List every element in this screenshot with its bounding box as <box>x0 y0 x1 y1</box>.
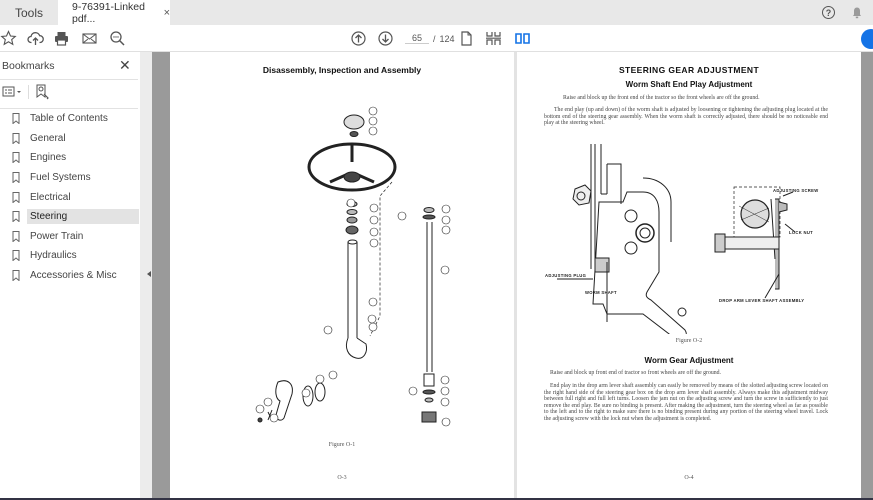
help-icon[interactable]: ? <box>822 6 835 19</box>
bookmark-label: Table of Contents <box>30 113 108 125</box>
bookmark-fuel-systems[interactable] <box>0 168 140 188</box>
paragraph-2: The end play (up and down) of the worm shaft is adjusted by loosening or tightening the adjusting plug located at the bottom end of the steering gear assembly. When the worm shaft is correctly adjusted, there should be no noticeable end play at the steering wheel. <box>544 107 828 127</box>
share-fab-button[interactable] <box>861 29 873 49</box>
bookmark-icon <box>12 152 20 163</box>
tab-tools[interactable]: Tools <box>14 5 43 20</box>
close-panel-icon[interactable]: ✕ <box>119 57 131 73</box>
exploded-steering-diagram <box>170 92 514 432</box>
bookmark-general[interactable] <box>0 129 140 149</box>
zoom-search-icon[interactable] <box>109 30 126 47</box>
tab-document-label: 9-76391-Linked pdf... <box>72 0 145 25</box>
total-pages: 124 <box>439 33 455 44</box>
divider <box>0 79 138 80</box>
tab-bar <box>0 0 873 25</box>
bookmark-label: Accessories & Misc <box>30 270 117 282</box>
paragraph-3: Raise and block up front end of tractor so front wheels are off the ground. <box>550 370 722 376</box>
bookmark-hydraulics[interactable] <box>0 246 140 266</box>
steering-gear-diagram <box>517 134 861 334</box>
page-navigation <box>405 30 455 47</box>
figure-caption-right: Figure O-2 <box>675 338 703 344</box>
bookmark-icon <box>12 192 20 203</box>
two-page-view-icon[interactable] <box>514 30 531 47</box>
bookmark-label: Power Train <box>30 230 84 242</box>
toolbar <box>0 25 873 52</box>
bookmark-tools <box>2 84 49 100</box>
bookmark-accessories-misc[interactable] <box>0 266 140 286</box>
cloud-upload-icon[interactable] <box>27 30 44 47</box>
label-worm-shaft: WORM SHAFT <box>585 290 617 295</box>
bookmark-icon <box>12 172 20 183</box>
worm-gear-subheading: Worm Gear Adjustment <box>644 356 734 365</box>
find-bookmark-icon[interactable] <box>35 84 49 100</box>
bookmark-label: Electrical <box>30 191 71 203</box>
bookmark-options-icon[interactable] <box>2 85 24 99</box>
star-icon[interactable] <box>0 30 17 47</box>
pdf-page-left <box>170 52 514 500</box>
bookmark-electrical[interactable] <box>0 187 140 207</box>
bookmark-label: General <box>30 132 66 144</box>
scrolling-pages-icon[interactable] <box>485 30 502 47</box>
bookmark-label: Fuel Systems <box>30 172 91 184</box>
bookmark-label: Steering <box>27 209 139 224</box>
single-page-icon[interactable] <box>458 30 475 47</box>
paragraph-1: Raise and block up the front end of the tractor so the front wheels are off the ground. <box>563 95 760 101</box>
right-page-heading: STEERING GEAR ADJUSTMENT <box>618 65 760 75</box>
figure-caption-left: Figure O-1 <box>328 442 356 448</box>
page-number-left: O-3 <box>337 475 347 481</box>
page-number-right: O-4 <box>684 475 694 481</box>
bookmark-engines[interactable] <box>0 148 140 168</box>
left-page-heading: Disassembly, Inspection and Assembly <box>262 65 422 75</box>
page-up-icon[interactable] <box>350 30 367 47</box>
worm-shaft-subheading: Worm Shaft End Play Adjustment <box>625 80 753 89</box>
label-adjusting-screw: ADJUSTING SCREW <box>773 188 819 193</box>
bell-icon[interactable] <box>852 7 862 19</box>
current-page-input[interactable] <box>405 33 429 44</box>
page-down-icon[interactable] <box>377 30 394 47</box>
page-separator: / <box>433 33 436 44</box>
print-icon[interactable] <box>53 30 70 47</box>
bookmark-icon <box>12 113 20 124</box>
bookmark-icon <box>12 211 20 222</box>
bookmark-icon <box>12 270 20 281</box>
bookmark-icon <box>12 231 20 242</box>
paragraph-4: End play in the drop arm lever shaft assembly can easily be removed by means of the slotted adjusting screw located on the right hand side of the steering gear box on the drop arm lever shaft assembly. Always make this adjustment midway between full right and full left turns. Loosen the jam nut on the adjusting screw and turn the screw in sufficiently to just remove the end play. Be sure no binding is present. After making the adjustment, turn the steering wheel as far as possible to the left and to the right to make sure there is no binding present during any portion of the steering wheel travel. Lock the adjusting screw with the lock nut when the adjustment is completed. <box>544 383 829 422</box>
bookmark-table-of-contents[interactable] <box>0 109 140 129</box>
bookmarks-title: Bookmarks <box>2 60 55 72</box>
collapse-panel-arrow-icon[interactable] <box>147 271 151 277</box>
bookmark-power-train[interactable] <box>0 227 140 247</box>
bookmark-icon <box>12 133 20 144</box>
label-adjusting-plug: ADJUSTING PLUG <box>545 273 587 278</box>
bookmark-label: Engines <box>30 152 67 164</box>
close-tab-icon[interactable]: × <box>163 6 170 19</box>
bookmarks-panel <box>0 52 140 500</box>
bookmark-label: Hydraulics <box>30 250 77 262</box>
tab-document[interactable] <box>58 0 170 25</box>
bookmark-icon <box>12 250 20 261</box>
label-drop-arm: DROP ARM LEVER SHAFT ASSEMBLY <box>719 298 805 303</box>
bookmark-list <box>0 109 140 285</box>
pdf-page-right <box>517 52 861 500</box>
bookmark-steering[interactable] <box>0 207 140 227</box>
label-lock-nut: LOCK NUT <box>789 230 814 235</box>
mail-icon[interactable] <box>81 30 98 47</box>
divider <box>28 85 29 99</box>
